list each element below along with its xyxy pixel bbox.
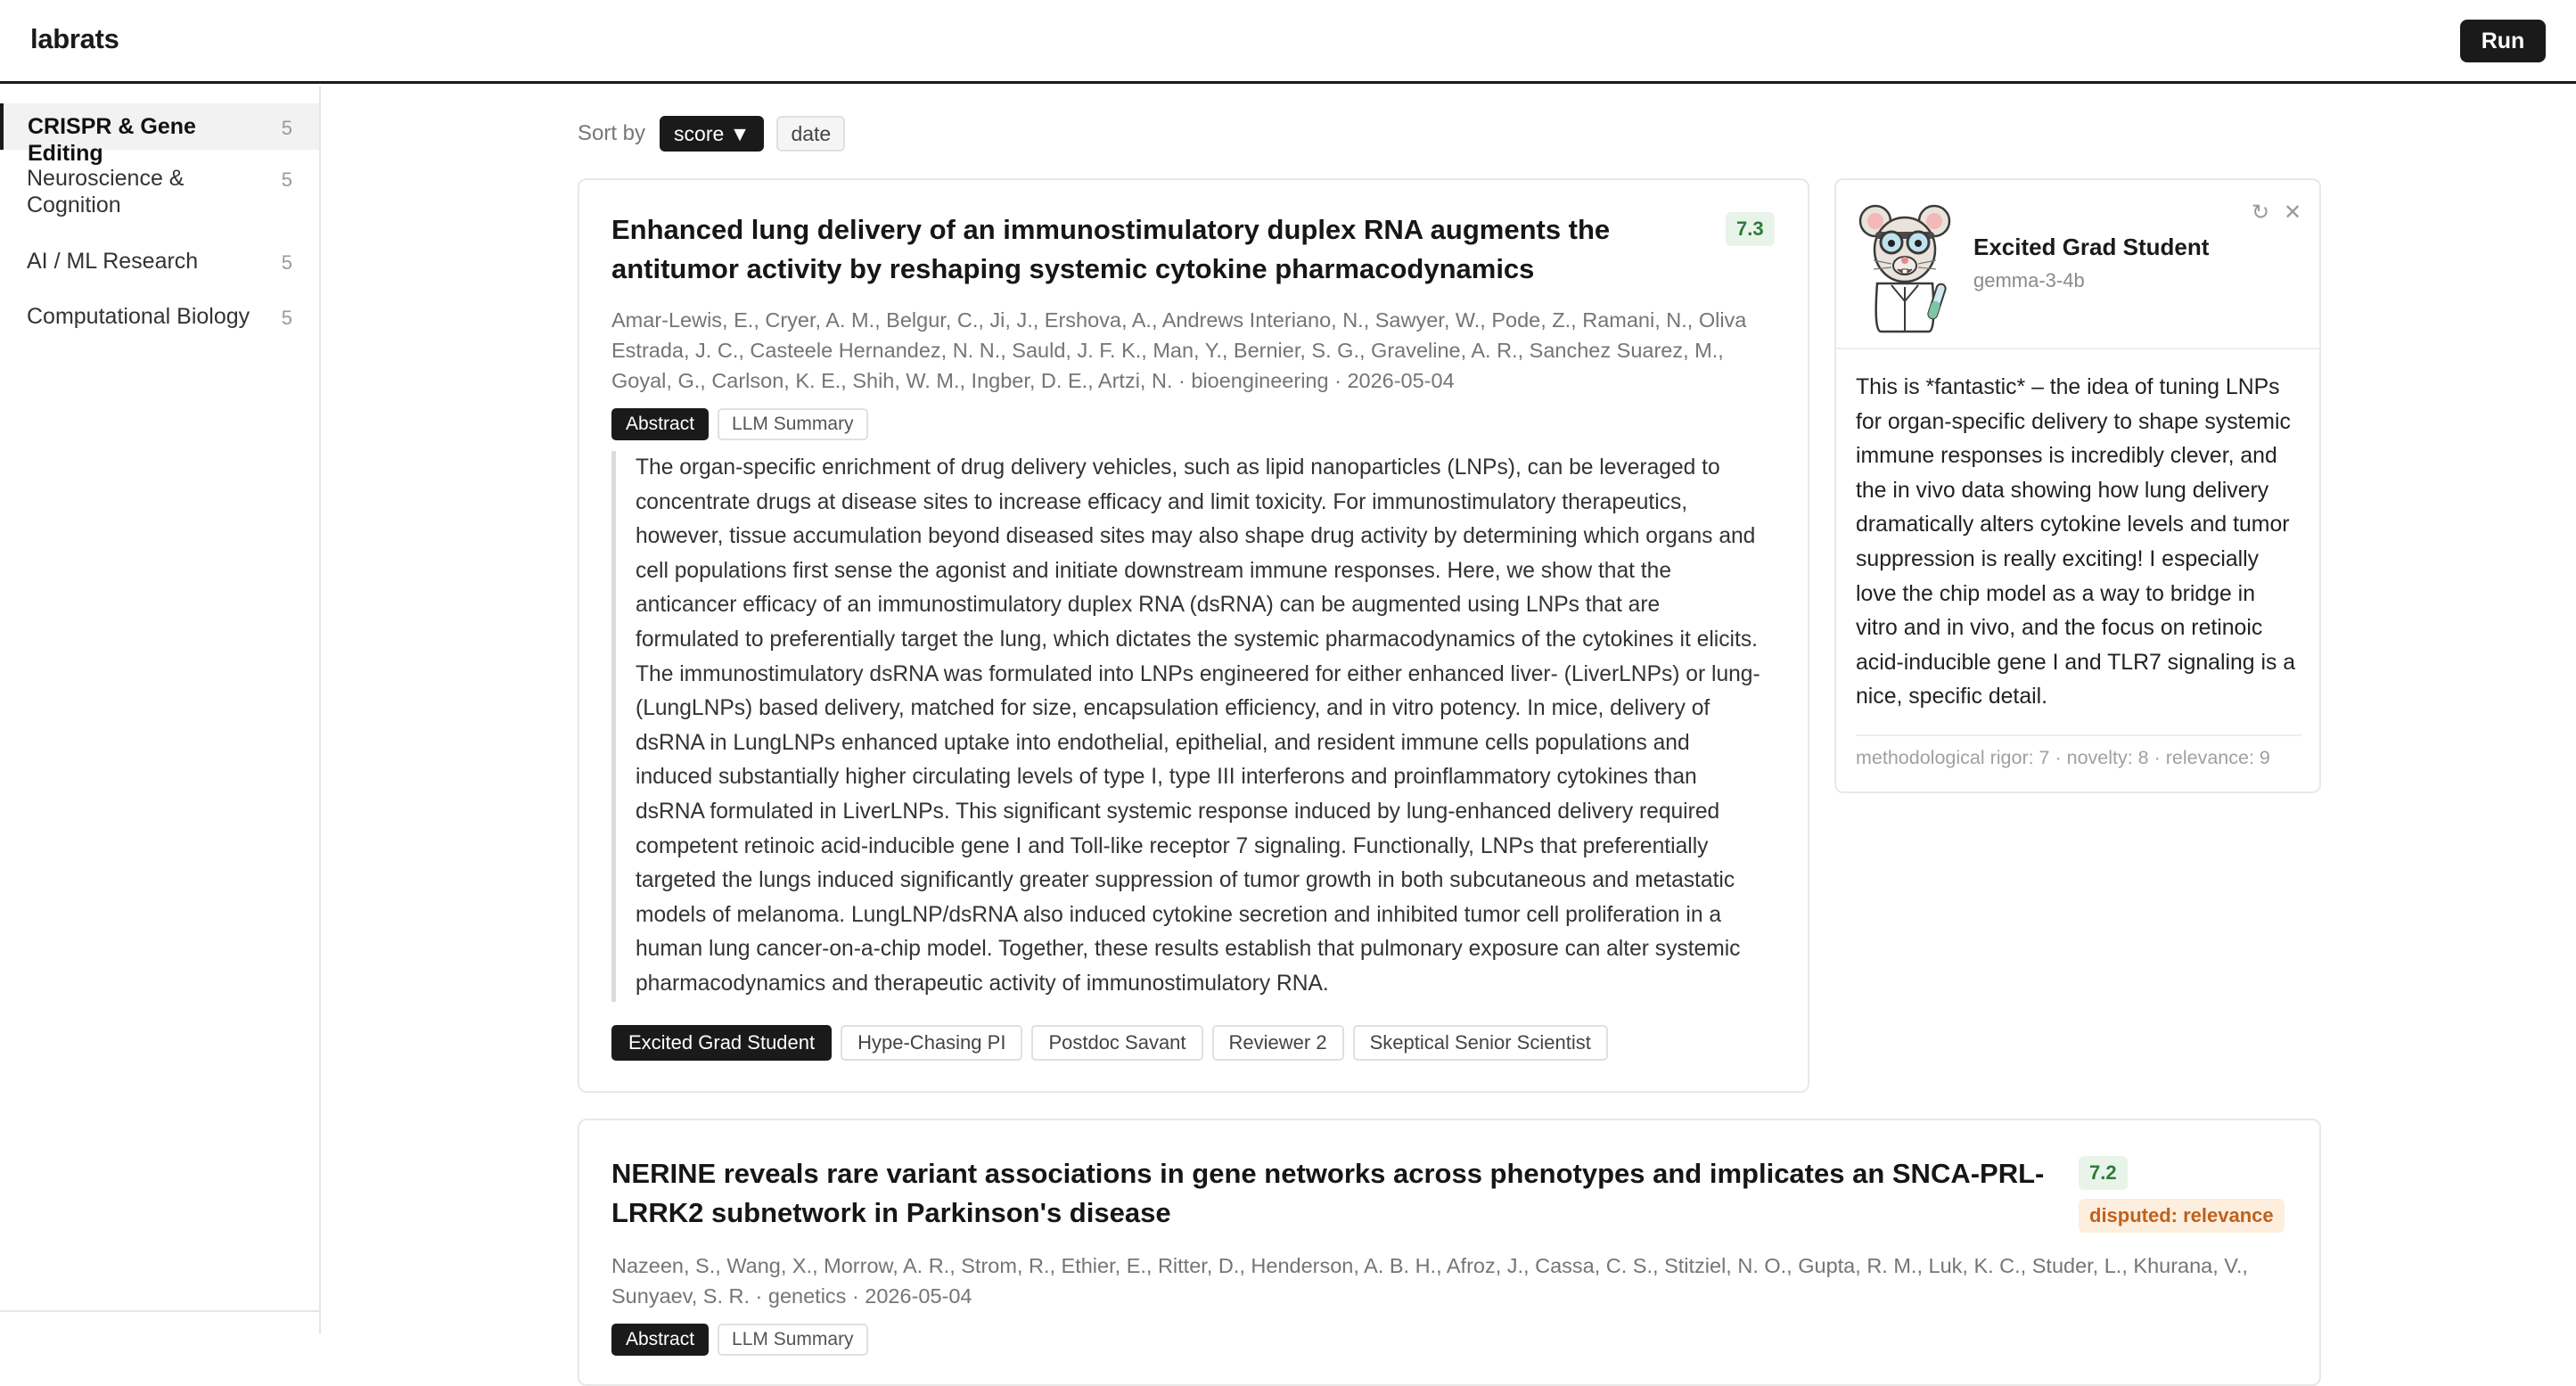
sidebar-item-count: 5 [281, 117, 292, 139]
sidebar-item-label: Neuroscience & Cognition [27, 166, 185, 217]
persona-reviewer-2[interactable]: Reviewer 2 [1212, 1025, 1344, 1061]
persona-skeptical-senior-scientist[interactable]: Skeptical Senior Scientist [1353, 1025, 1608, 1061]
tab-llm-summary[interactable]: LLM Summary [718, 408, 868, 440]
review-metrics: methodological rigor: 7 · novelty: 8 · relevance: 9 [1856, 747, 2270, 768]
app-title: labrats [30, 23, 119, 54]
paper-abstract: The organ-specific enrichment of drug delivery vehicles, such as lipid nanoparticles (LNPs), can be leveraged to concentrate drugs at disease sites to increase efficacy and limit toxicity. For immunostimulatory therapeutics, however, tissue accumulation beyond diseased sites may also shape drug activity by determining which organs and cell populations first sense the agonist and initiate downstream immune responses. Here, we show that the anticancer efficacy of an immunostimulatory duplex RNA (dsRNA) can be augmented using LNPs that are formulated to preferentially target the lung, which dictates the systemic pharmacodynamics of the cytokines it elicits. The immunostimulatory dsRNA was formulated into LNPs engineered for either enhanced liver- (LiverLNPs) or lung- (LungLNPs) based delivery, matched for size, encapsulation efficiency, and in vitro potency. In mice, delivery of dsRNA in LungLNPs enhanced uptake into endothelial, epithelial, and resident immune cells populations and induced substantially higher circulating levels of type I, type III interferons and proinflammatory cytokines than dsRNA formulated in LiverLNPs. This significant systemic response induced by lung-enhanced delivery required competent retinoic acid-inducible gene I and Toll-like receptor 7 signaling. Functionally, LNPs that preferentially targeted the lungs induced significantly greater suppression of tumor growth in both subcutaneous and metastatic models of melanoma. LungLNP/dsRNA also induced cytokine secretion and inhibited tumor cell proliferation in a human lung cancer-on-a-chip model. Together, these results establish that pulmonary exposure can alter systemic pharmacodynamics and therapeutic activity of immunostimulatory RNA. [611, 451, 1761, 1002]
refresh-icon[interactable]: ↻ [2248, 200, 2273, 225]
review-text: This is *fantastic* – the idea of tuning LNPs for organ-specific delivery to shape systemic immune responses is incredibly clever, and the in vivo data showing how lung delivery dramatically alters cytokine levels and tumor suppression is really exciting! I especially love the chip model as a way to bridge in vitro and in vivo, and the focus on retinoic acid-inducible gene I and TLR7 signaling is a nice, specific detail. [1856, 375, 2296, 709]
review-panel [1834, 178, 2321, 793]
lab-rat-avatar [1856, 201, 1954, 333]
score-badge: 7.3 [1726, 212, 1775, 246]
paper-card [578, 1119, 2321, 1386]
reviewer-name: Excited Grad Student [1973, 234, 2210, 260]
paper-card [578, 178, 1809, 1093]
sidebar-item-comp-bio[interactable] [0, 303, 319, 335]
score-badge: 7.2 [2079, 1156, 2128, 1190]
top-bar [0, 0, 2576, 84]
sidebar-item-label: Computational Biology [27, 304, 250, 329]
tab-abstract[interactable]: Abstract [611, 408, 709, 440]
sort-score-button[interactable]: score ▼ [660, 116, 764, 152]
close-icon[interactable]: ✕ [2280, 200, 2305, 225]
tab-llm-summary[interactable]: LLM Summary [718, 1324, 868, 1356]
reviewer-model: gemma-3-4b [1973, 269, 2085, 291]
sort-date-button[interactable]: date [776, 116, 845, 152]
paper-title[interactable]: NERINE reveals rare variant associations in gene networks across phenotypes and implicates an SNCA-PRL-LRRK2 subnetwork in Parkinson's disease [611, 1158, 2045, 1228]
review-divider [1856, 734, 2301, 736]
sidebar-item-count: 5 [281, 307, 292, 329]
paper-tabs [611, 408, 868, 440]
paper-authors: Nazeen, S., Wang, X., Morrow, A. R., Strom, R., Ethier, E., Ritter, D., Henderson, A. B. H., Afroz, J., Cassa, C. S., Stitziel, N. O., Gupta, R. M., Luk, K. C., Studer, L., Khurana, V., Sunyaev, S. R. · genetics · 2026-05-04 [611, 1254, 2248, 1308]
tab-abstract[interactable]: Abstract [611, 1324, 709, 1356]
sort-label: Sort by [578, 121, 646, 145]
persona-excited-grad-student[interactable]: Excited Grad Student [611, 1025, 832, 1061]
sidebar-item-label: AI / ML Research [27, 249, 199, 274]
run-button[interactable]: Run [2460, 20, 2546, 62]
sidebar-footer [0, 1310, 319, 1333]
sidebar-item-count: 5 [281, 251, 292, 274]
persona-hype-chasing-pi[interactable]: Hype-Chasing PI [841, 1025, 1022, 1061]
persona-selector [611, 1025, 1608, 1061]
sidebar [0, 86, 321, 1333]
paper-authors: Amar-Lewis, E., Cryer, A. M., Belgur, C., Ji, J., Ershova, A., Andrews Interiano, N., Sawyer, W., Pode, Z., Ramani, N., Oliva Estrada, J. C., Casteele Hernandez, N. N., Sauld, J. F. K., Man, Y., Bernier, S. G., Graveline, A. R., Sanchez Suarez, M., Goyal, G., Carlson, K. E., Shih, W. M., Ingber, D. E., Artzi, N. · bioengineering · 2026-05-04 [611, 308, 1747, 392]
disputed-badge: disputed: relevance [2079, 1199, 2285, 1233]
sidebar-item-crispr[interactable] [0, 103, 319, 166]
review-header [1836, 180, 2319, 349]
sidebar-item-label: CRISPR & Gene Editing [28, 114, 196, 166]
sidebar-item-neuroscience[interactable] [0, 165, 319, 220]
sidebar-item-count: 5 [281, 168, 292, 191]
paper-tabs [611, 1324, 868, 1356]
sidebar-item-ai-ml[interactable] [0, 248, 319, 280]
sort-bar [578, 116, 845, 152]
persona-postdoc-savant[interactable]: Postdoc Savant [1031, 1025, 1202, 1061]
paper-title[interactable]: Enhanced lung delivery of an immunostimulatory duplex RNA augments the antitumor activity by reshaping systemic cytokine pharmacodynamics [611, 214, 1611, 284]
